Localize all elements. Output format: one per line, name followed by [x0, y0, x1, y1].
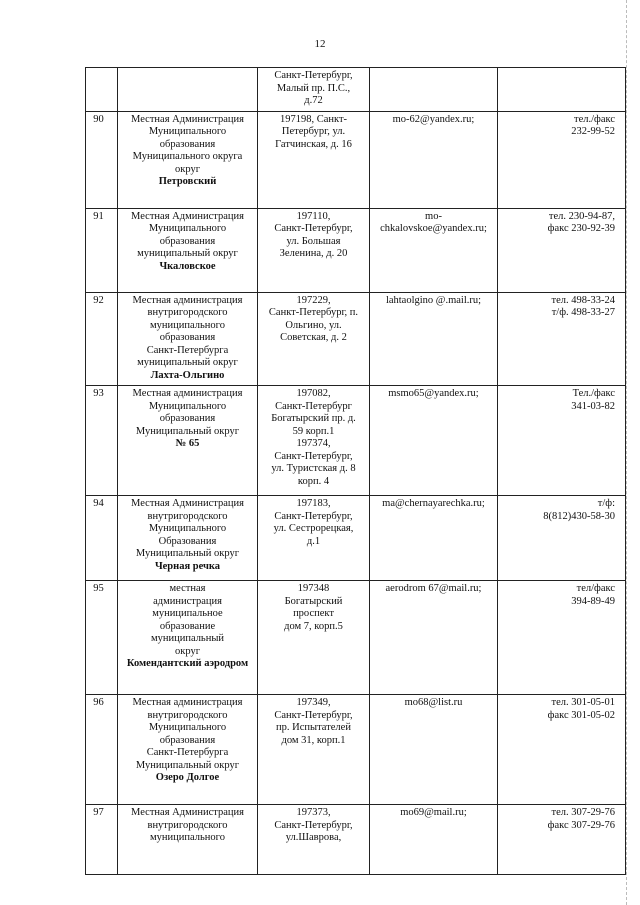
- organization-name: [118, 292, 258, 386]
- organization-name: [118, 695, 258, 805]
- name-line: Муниципальный округ: [135, 759, 240, 771]
- organization-name: [118, 386, 258, 496]
- address-line: Богатырский пр. д.: [271, 413, 356, 424]
- address-line: ул. Большая: [286, 235, 341, 247]
- row-number: 92: [86, 292, 118, 386]
- address-line: Петербург, ул.: [281, 126, 346, 137]
- address: [258, 208, 370, 292]
- address-line: Санкт-Петербург,: [274, 223, 353, 234]
- row-number: 97: [86, 805, 118, 875]
- name-line: Муниципального: [148, 223, 227, 234]
- table-row: [86, 208, 626, 292]
- organization-name: [118, 68, 258, 112]
- phone-line: тел. 307-29-76: [551, 807, 615, 818]
- name-line: местная: [169, 583, 206, 594]
- address: [258, 111, 370, 208]
- email: [370, 111, 498, 208]
- name-line: внутригородского: [147, 307, 228, 318]
- name-line: Местная администрация: [132, 697, 243, 708]
- address-line: дом 31, корп.1: [281, 734, 346, 746]
- directory-table: [85, 67, 626, 875]
- address-line: 197082,: [296, 388, 331, 399]
- email-line: msmo65@yandex.ru;: [388, 388, 479, 399]
- organization-name: [118, 805, 258, 875]
- address-line: корп. 4: [297, 475, 330, 487]
- address: [258, 68, 370, 112]
- address-line: ул.Шаврова,: [285, 832, 342, 843]
- phone: [498, 68, 626, 112]
- name-line: Местная Администрация: [131, 210, 244, 222]
- table-row: [86, 68, 626, 112]
- address-line: 197110,: [296, 210, 331, 222]
- email: [370, 496, 498, 581]
- district-name: Лахта-Ольгино: [150, 369, 225, 381]
- name-line: образования: [159, 235, 216, 247]
- name-line: Муниципального: [148, 722, 227, 733]
- district-name: Черная речка: [154, 560, 221, 572]
- name-line: образования: [159, 332, 216, 343]
- name-line: Муниципального: [148, 126, 227, 137]
- name-line: Муниципальный округ: [135, 548, 240, 559]
- email: [370, 581, 498, 695]
- address-line: д.1: [306, 535, 321, 547]
- address-line: Санкт-Петербург,: [274, 510, 353, 522]
- district-name: Озеро Долгое: [155, 772, 220, 783]
- email-line: aerodrom 67@mail.ru;: [385, 583, 482, 594]
- email-line: mo69@mail.ru;: [400, 807, 467, 818]
- address-line: д.72: [304, 95, 323, 106]
- name-line: образование: [159, 620, 216, 632]
- phone-line: 341-03-82: [571, 400, 615, 412]
- address-line: проспект: [293, 608, 334, 619]
- address: [258, 496, 370, 581]
- address-line: Ольгино, ул.: [285, 319, 342, 331]
- name-line: образования: [159, 413, 216, 424]
- table-row: [86, 496, 626, 581]
- name-line: Местная Администрация: [131, 113, 244, 125]
- address: [258, 805, 370, 875]
- phone-line: тел./факс: [574, 113, 615, 125]
- name-line: Местная администрация: [132, 294, 243, 306]
- name-line: округ: [174, 645, 201, 657]
- address: [258, 386, 370, 496]
- name-line: образования: [159, 734, 216, 746]
- address-line: Малый пр. П.С.,: [276, 82, 351, 94]
- name-line: Муниципального округа: [132, 151, 243, 162]
- email-line: ma@chernayarechka.ru;: [382, 498, 485, 509]
- phone-line: т/ф. 498-33-27: [551, 307, 615, 318]
- table-row: [86, 386, 626, 496]
- table-row: [86, 805, 626, 875]
- phone: [498, 581, 626, 695]
- address-line: Гатчинская, д. 16: [275, 138, 352, 150]
- address-line: ул. Сестрорецкая,: [273, 523, 354, 534]
- phone-line: т/ф:: [597, 498, 615, 509]
- name-line: Санкт-Петербурга: [146, 344, 229, 356]
- table-row: [86, 292, 626, 386]
- address: [258, 581, 370, 695]
- phone: [498, 292, 626, 386]
- name-line: муниципальное: [152, 608, 223, 619]
- phone: [498, 695, 626, 805]
- table-row: [86, 695, 626, 805]
- email-line: mo68@list.ru: [404, 697, 463, 708]
- address-line: Санкт-Петербург: [275, 400, 352, 412]
- email: [370, 805, 498, 875]
- organization-name: [118, 496, 258, 581]
- address-line: Санкт-Петербург,: [274, 70, 353, 81]
- phone: [498, 208, 626, 292]
- district-name: Чкаловское: [159, 260, 216, 272]
- row-number: 90: [86, 111, 118, 208]
- name-line: муниципальный округ: [137, 248, 238, 259]
- page-number: 12: [314, 38, 326, 50]
- phone-line: 8(812)430-58-30: [543, 510, 615, 522]
- row-number: 95: [86, 581, 118, 695]
- address-line: 197198, Санкт-: [279, 113, 348, 125]
- organization-name: [118, 208, 258, 292]
- district-name: № 65: [175, 438, 200, 449]
- address-line: Зеленина, д. 20: [279, 248, 348, 259]
- row-number: [86, 68, 118, 112]
- phone-line: факс 230-92-39: [547, 223, 615, 234]
- name-line: округ: [174, 163, 201, 175]
- address-line: 197229,: [296, 294, 331, 306]
- name-line: Санкт-Петербурга: [146, 747, 229, 758]
- district-name: Комендантский аэродром: [126, 658, 249, 669]
- address-line: 197373,: [296, 807, 331, 818]
- name-line: муниципальный: [150, 633, 225, 644]
- email-line: chkalovskoe@yandex.ru;: [380, 223, 487, 234]
- address-line: Санкт-Петербург, п.: [268, 307, 359, 318]
- phone: [498, 111, 626, 208]
- row-number: 93: [86, 386, 118, 496]
- name-line: Местная администрация: [132, 388, 243, 399]
- email-line: mo-: [425, 210, 442, 222]
- name-line: внутригородского: [147, 709, 228, 721]
- address-line: Санкт-Петербург,: [274, 819, 353, 831]
- name-line: муниципальный округ: [137, 357, 238, 368]
- organization-name: [118, 111, 258, 208]
- email-line: mo-62@yandex.ru;: [392, 113, 475, 125]
- address: [258, 695, 370, 805]
- email-line: lahtaolgino @.mail.ru;: [385, 294, 482, 306]
- name-line: Местная Администрация: [131, 807, 244, 818]
- email: [370, 292, 498, 386]
- name-line: муниципального: [150, 832, 225, 843]
- name-line: Местная Администрация: [131, 498, 244, 509]
- address-line: Санкт-Петербург,: [274, 450, 353, 462]
- phone-line: 394-89-49: [571, 595, 615, 607]
- address-line: Санкт-Петербург,: [274, 709, 353, 721]
- address-line: 197348: [297, 583, 330, 594]
- address-line: 197349,: [296, 697, 331, 708]
- address-line: Советская, д. 2: [280, 332, 347, 343]
- name-line: Образования: [158, 535, 217, 547]
- phone-line: тел. 498-33-24: [551, 294, 615, 306]
- address-line: 197183,: [296, 498, 331, 509]
- address-line: дом 7, корп.5: [284, 620, 343, 632]
- address-line: ул. Туристская д. 8: [271, 463, 356, 474]
- name-line: Муниципального: [148, 523, 227, 534]
- name-line: внутригородского: [147, 510, 228, 522]
- name-line: внутригородского: [147, 819, 228, 831]
- address-line: пр. Испытателей: [276, 722, 351, 733]
- phone: [498, 805, 626, 875]
- phone-line: факс 301-05-02: [547, 709, 615, 721]
- name-line: образования: [159, 138, 216, 150]
- name-line: муниципального: [150, 319, 225, 331]
- phone-line: 232-99-52: [571, 126, 615, 137]
- address-line: 59 корп.1: [292, 425, 335, 437]
- address: [258, 292, 370, 386]
- phone: [498, 496, 626, 581]
- email: [370, 386, 498, 496]
- email: [370, 208, 498, 292]
- organization-name: [118, 581, 258, 695]
- table-row: [86, 581, 626, 695]
- name-line: администрация: [153, 595, 222, 607]
- phone-line: тел/факс: [576, 583, 615, 594]
- phone: [498, 386, 626, 496]
- scan-edge-line: [626, 0, 627, 905]
- row-number: 94: [86, 496, 118, 581]
- phone-line: Тел./факс: [572, 388, 615, 399]
- email: [370, 68, 498, 112]
- email: [370, 695, 498, 805]
- name-line: Муниципальный округ: [135, 425, 240, 437]
- phone-line: тел. 301-05-01: [551, 697, 615, 708]
- table-row: [86, 111, 626, 208]
- phone-line: тел. 230-94-87,: [548, 210, 615, 222]
- address-line: 197374,: [296, 438, 331, 449]
- row-number: 91: [86, 208, 118, 292]
- district-name: Петровский: [158, 176, 217, 187]
- phone-line: факс 307-29-76: [547, 819, 615, 831]
- name-line: Муниципального: [148, 400, 227, 412]
- address-line: Богатырский: [284, 595, 343, 607]
- row-number: 96: [86, 695, 118, 805]
